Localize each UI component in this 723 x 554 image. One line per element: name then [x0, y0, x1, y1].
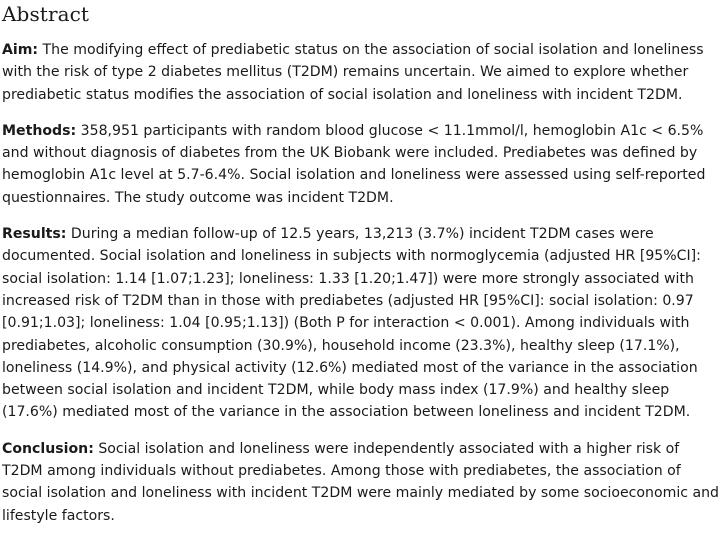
- conclusion-paragraph: [2, 438, 721, 527]
- abstract-section: [2, 0, 721, 527]
- conclusion-label: Conclusion:: [2, 440, 94, 457]
- results-label: Results:: [2, 226, 67, 243]
- results-paragraph: [2, 223, 721, 424]
- methods-text: 358,951 participants with random blood glucose < 11.1mmol/l, hemoglobin A1c < 6.5% and without diagnosis of diabetes from the UK Biobank were included. Prediabetes was defined by hemoglobin A1c level at 5.7-6.4%. Social isolation and loneliness were assessed using self-reported questionnaires. The study outcome was incident T2DM.: [2, 122, 706, 206]
- aim-label: Aim:: [2, 42, 39, 58]
- aim-text: The modifying effect of prediabetic status on the association of social isolation and loneliness with the risk of type 2 diabetes mellitus (T2DM) remains uncertain. We aimed to explore whether prediabetic status modifies the association of social isolation and loneliness with incident T2DM.: [2, 42, 704, 103]
- conclusion-text: Social isolation and loneliness were independently associated with a higher risk of T2DM among individuals without prediabetes. Among those with prediabetes, the association of social isolation and loneliness with incident T2DM were mainly mediated by some socioeconomic and lifestyle factors.: [2, 440, 719, 524]
- aim-paragraph: [2, 39, 721, 106]
- results-text: During a median follow-up of 12.5 years, 13,213 (3.7%) incident T2DM cases were documented. Social isolation and loneliness in subjects with normoglycemia (adjusted HR [95%CI]: social isolation: 1.14 [1.07;1.23]; loneliness: 1.33 [1.20;1.47]) were more strongly associated with increased risk of T2DM than in those with prediabetes (adjusted HR [95%CI]: social isolation: 0.97 [0.91;1.03]; loneliness: 1.04 [0.95;1.13]) (Both P for interaction < 0.001). Among individuals with prediabetes, alcoholic consumption (30.9%), household income (23.3%), healthy sleep (17.1%), loneliness (14.9%), and physical activity (12.6%) mediated most of the variance in the association between social isolation and incident T2DM, while body mass index (17.9%) and healthy sleep (17.6%) mediated most of the variance in the association between loneliness and incident T2DM.: [2, 226, 701, 421]
- methods-paragraph: [2, 120, 721, 209]
- abstract-heading: Abstract: [2, 2, 90, 26]
- methods-label: Methods:: [2, 122, 77, 139]
